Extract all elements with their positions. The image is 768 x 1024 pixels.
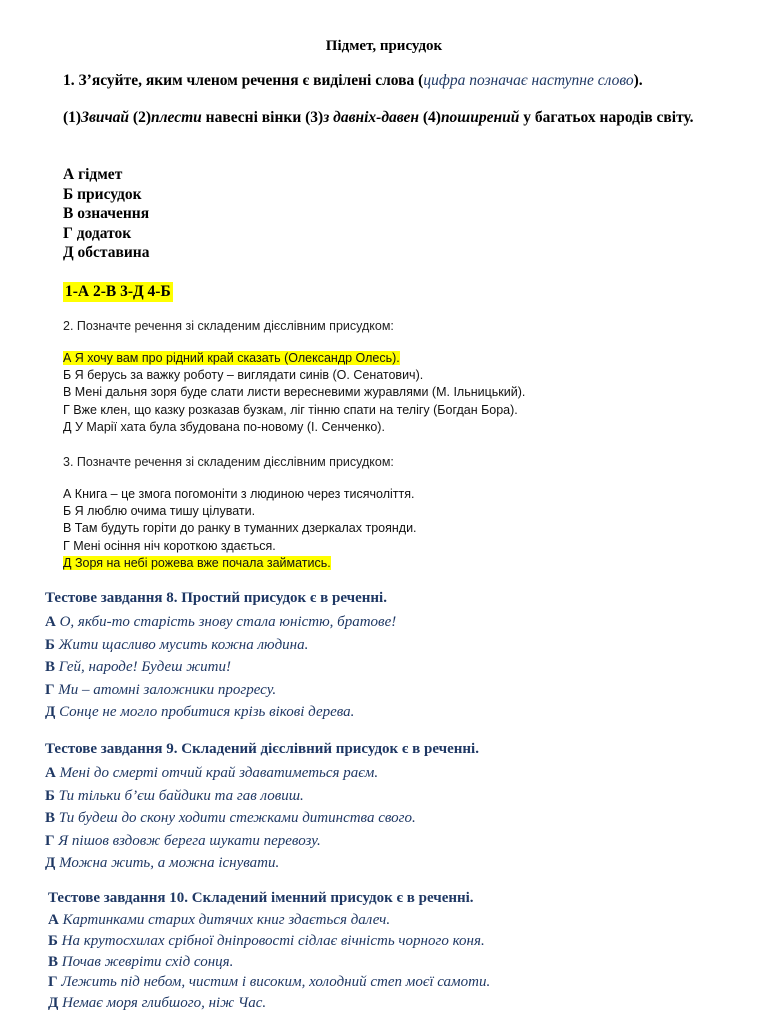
question-3-option: А Книга – це змога погомоніти з людиною через тисячоліття.	[63, 487, 415, 501]
option: Б присудок	[63, 185, 142, 203]
list-item: Б Ти тільки б’єш байдики та гав ловиш.	[45, 787, 304, 804]
question-3-option: Г Мені осіння ніч короткою здається.	[63, 538, 276, 553]
question-2-option: Д У Марії хата була збудована по-новому (І. Сенченко).	[63, 419, 385, 434]
marker-2: (2)	[129, 109, 151, 126]
list-item: А О, якби-то старість знову стала юністю, братове!	[45, 614, 397, 630]
question-3-prompt: 3. Позначте речення зі складеним дієслівним присудком:	[63, 455, 394, 469]
question-3-option: Б Я люблю очима тишу цілувати.	[63, 504, 256, 519]
question-2-prompt: 2. Позначте речення зі складеним дієслівним присудком:	[63, 319, 394, 333]
page-title: Підмет, присудок	[325, 38, 443, 54]
highlighted-word-3: з давніх-давен	[323, 109, 419, 126]
option: В означення	[63, 205, 150, 222]
list-item: В Гей, народе! Будеш жити!	[45, 659, 231, 675]
question-1-hint: цифра позначає наступне слово	[423, 72, 634, 89]
highlighted-word-1: Звичай	[81, 109, 130, 126]
list-item: Д Сонце не могло пробитися крізь вікові дерева.	[45, 704, 355, 720]
question-3-option: В Там будуть горіти до ранку в туманних дзеркалах троянди.	[63, 521, 417, 536]
list-item: Г Я пішов вздовж берега шукати перевозу.	[45, 832, 321, 849]
list-item: Г Ми – атомні заложники прогресу.	[45, 681, 277, 698]
option: А гідмет	[63, 166, 123, 183]
list-item: Д Немає моря глибшого, ніж Час.	[48, 995, 267, 1012]
question-1-options	[63, 165, 149, 263]
task-9-heading: Тестове завдання 9. Складений дієслівний присудок є в реченні.	[45, 741, 479, 757]
question-1	[63, 72, 643, 90]
list-item: Б Жити щасливо мусить кожна людина.	[45, 636, 309, 653]
answer-1-highlight: 1-А 2-В 3-Д 4-Б	[65, 283, 171, 300]
marker-4: (4)	[418, 109, 441, 126]
question-2-option: Г Вже клен, що казку розказав бузкам, ліг тінню спати на телігу (Богдан Бора).	[63, 402, 518, 417]
question-1-text: 1. З’ясуйте, яким членом речення є виділені слова (	[63, 72, 424, 89]
question-3-option-correct: Д Зоря на небі рожева вже почала займатись.	[63, 555, 331, 570]
marker-1: (1)	[63, 109, 82, 126]
list-item: Г Лежить під небом, чистим і високим, холодний степ моєї самоти.	[48, 974, 491, 991]
task-10-heading: Тестове завдання 10. Складений іменний присудок є в реченні.	[48, 890, 474, 906]
task-9-options	[45, 762, 416, 875]
highlighted-word-2: плести	[150, 109, 202, 126]
sentence-part-2: у багатьох народів світу.	[519, 109, 694, 126]
question-1-sentence	[63, 108, 753, 128]
question-3-options	[63, 486, 417, 572]
list-item: Д Можна жить, а можна існувати.	[45, 855, 280, 871]
option: Г додаток	[63, 224, 132, 242]
list-item: А Мені до смерті отчий край здаватиметься раєм.	[45, 765, 379, 781]
question-2-option: Б Я берусь за важку роботу – виглядати синів (О. Сенатович).	[63, 368, 424, 383]
option: Д обставина	[63, 244, 150, 261]
list-item: Б На крутосхилах срібної дніпровості сідлає вічність чорного коня.	[48, 932, 485, 949]
task-8-options	[45, 611, 396, 724]
task-8-heading: Тестове завдання 8. Простий присудок є в реченні.	[45, 590, 387, 606]
sentence-part-1: навесні вінки (3)	[201, 109, 324, 126]
list-item: В Ти будеш до скону ходити стежками дитинства свого.	[45, 810, 416, 826]
list-item: А Картинками старих дитячих книг здається далеч.	[48, 912, 391, 928]
question-2-options	[63, 350, 525, 436]
question-2-option-correct: А Я хочу вам про рідний край сказать (Олександр Олесь).	[63, 351, 400, 365]
question-2-option: В Мені дальня зоря буде слати листи вересневими журавлями (М. Ільницький).	[63, 385, 526, 400]
highlighted-word-4: поширений	[440, 109, 520, 126]
list-item: В Почав жевріти схід сонця.	[48, 953, 234, 970]
question-1-close: ).	[633, 72, 643, 89]
task-10-options	[48, 910, 490, 1014]
